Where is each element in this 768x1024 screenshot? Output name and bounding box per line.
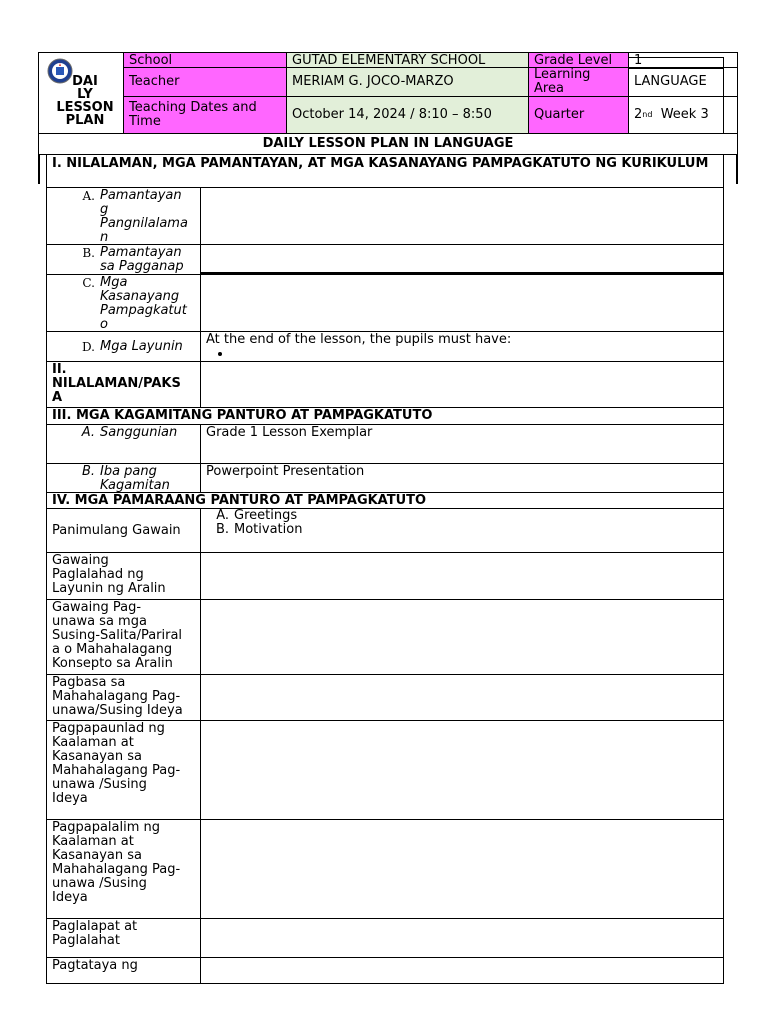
learning-area-value: LANGUAGE — [628, 67, 724, 97]
lesson-plan-title: DAI LY LESSON PLAN — [56, 74, 114, 128]
references-letter: A. — [81, 425, 95, 440]
document-title: DAILY LESSON PLAN IN LANGUAGE — [38, 133, 738, 155]
objectives-list — [206, 347, 718, 357]
procedure-value-6 — [200, 918, 724, 958]
content-standard-label — [46, 187, 201, 245]
section-2-heading: II. NILALAMAN/PAKS A — [46, 361, 201, 408]
teaching-dates-value: October 14, 2024 / 8:10 – 8:50 — [286, 96, 529, 134]
procedure-value-7 — [200, 957, 724, 984]
other-materials-letter: B. — [81, 464, 95, 479]
procedure-value-2 — [200, 599, 724, 675]
other-materials-value: Powerpoint Presentation — [200, 463, 724, 493]
objectives-intro: At the end of the lesson, the pupils must have: — [206, 332, 512, 347]
procedure-value-5 — [200, 819, 724, 919]
references-label — [46, 424, 201, 464]
content-standard-letter: A. — [82, 189, 95, 203]
section-1-heading: I. NILALAMAN, MGA PAMANTAYAN, AT MGA KASANAYANG PAMPAGKATUTO NG KURIKULUM — [46, 154, 724, 188]
intro-item-b-text: Motivation — [234, 522, 303, 537]
references-text: Sanggunian — [100, 425, 178, 440]
procedure-label-3: Pagbasa sa Mahahalagang Pag- unawa/Susing Ideya — [46, 674, 201, 721]
competencies-text: Mga Kasanayang Pampagkatut o — [100, 275, 187, 332]
content-standard-value — [200, 187, 724, 245]
procedure-label-2: Gawaing Pag- unawa sa mga Susing-Salita/Pariral a o Mahahalagang Konsepto sa Aralin — [46, 599, 201, 675]
objectives-text: Mga Layunin — [100, 339, 183, 354]
grade-level-value: 1 — [628, 52, 738, 68]
section-2-value — [200, 361, 724, 408]
references-value: Grade 1 Lesson Exemplar — [200, 424, 724, 464]
quarter-number: 2 — [634, 107, 643, 122]
quarter-suffix: nd — [642, 110, 653, 119]
intro-activity-label: Panimulang Gawain — [46, 508, 201, 553]
performance-standard-label — [46, 244, 201, 275]
intro-item-a — [209, 509, 723, 523]
procedure-label-5: Pagpapalalim ng Kaalaman at Kasanayan sa Mahahalagang Pag- unawa /Susing Ideya — [46, 819, 201, 919]
procedure-value-1 — [200, 552, 724, 600]
section-4-heading: IV. MGA PAMARAANG PANTURO AT PAMPAGKATUTO — [46, 492, 724, 509]
objectives-label — [46, 331, 201, 362]
objectives-value — [200, 331, 724, 362]
learning-area-label: Learning Area — [528, 67, 629, 97]
procedure-value-4 — [200, 720, 724, 820]
teacher-label: Teacher — [123, 67, 287, 97]
school-value: GUTAD ELEMENTARY SCHOOL — [286, 52, 529, 68]
quarter-week: Week 3 — [660, 107, 709, 122]
competencies-value — [200, 274, 724, 332]
content-standard-text: Pamantayan g Pangnilalama n — [100, 188, 188, 245]
header-right-margin — [723, 67, 738, 97]
section-3-heading: III. MGA KAGAMITANG PANTURO AT PAMPAGKATUTO — [46, 407, 724, 425]
quarter-label: Quarter — [528, 96, 629, 134]
procedure-label-6: Paglalapat at Paglalahat — [46, 918, 201, 958]
procedure-value-3 — [200, 674, 724, 721]
competencies-letter: C. — [82, 276, 95, 290]
teaching-dates-label: Teaching Dates and Time — [123, 96, 287, 134]
header-right-margin-2 — [723, 96, 738, 134]
performance-standard-letter: B. — [82, 246, 95, 260]
title-left-tick — [38, 154, 40, 184]
other-materials-label — [46, 463, 201, 493]
logo-cell — [38, 52, 124, 134]
intro-item-a-letter: A. — [216, 508, 229, 523]
title-right-tick — [736, 154, 738, 184]
performance-standard-text: Pamantayan sa Pagganap — [100, 245, 184, 274]
school-label: School — [123, 52, 287, 68]
quarter-value — [628, 96, 724, 134]
intro-item-a-text: Greetings — [234, 508, 298, 523]
procedure-label-1: Gawaing Paglalahad ng Layunin ng Aralin — [46, 552, 201, 600]
performance-standard-value — [200, 244, 724, 275]
intro-item-b — [209, 523, 723, 537]
procedure-label-4: Pagpapaunlad ng Kaalaman at Kasanayan sa Mahahalagang Pag- unawa /Susing Ideya — [46, 720, 201, 820]
procedure-label-7: Pagtataya ng — [46, 957, 201, 984]
objectives-bullet — [232, 347, 718, 357]
teacher-value: MERIAM G. JOCO-MARZO — [286, 67, 529, 97]
competencies-label — [46, 274, 201, 332]
other-materials-text: Iba pang Kagamitan — [100, 464, 170, 493]
objectives-letter: D. — [81, 340, 95, 354]
intro-activity-value — [200, 508, 724, 553]
grade-level-label: Grade Level — [528, 52, 629, 68]
intro-item-b-letter: B. — [215, 522, 229, 537]
